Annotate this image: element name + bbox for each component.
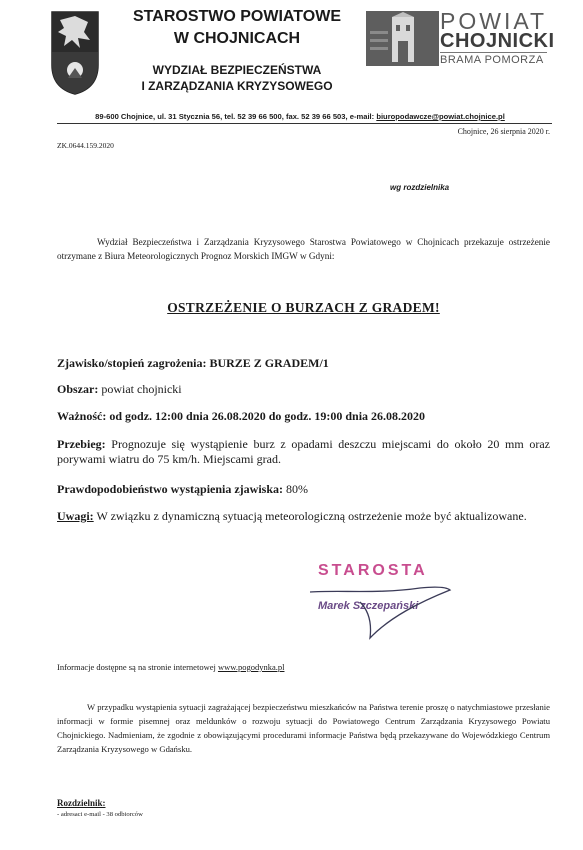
signature-scribble — [300, 572, 460, 642]
probability-label: Prawdopodobieństwo wystąpienia zjawiska: — [57, 482, 284, 496]
intro-paragraph: Wydział Bezpieczeństwa i Zarządzania Kryzysowego Starostwa Powiatowego w Chojnicach przekazuje ostrzeżenie otrzymane z Biura Meteorologicznych Prognoz Morskich IMGW w Gdyni: — [57, 237, 550, 261]
phenomenon-label: Zjawisko/stopień zagrożenia: — [57, 356, 207, 370]
griffin-crest-icon — [50, 10, 100, 96]
validity-line — [57, 409, 550, 424]
distribution-list: - adresaci e-mail - 38 odbiorców — [57, 811, 143, 818]
course-label: Przebieg: — [57, 437, 106, 451]
address-email-link[interactable]: biuropodawcze@powiat.chojnice.pl — [376, 112, 505, 121]
stamp-title: STAROSTA — [318, 562, 428, 579]
probability-line — [57, 482, 550, 497]
logo-divider — [440, 52, 547, 53]
reference-number: ZK.0644.159.2020 — [57, 141, 114, 150]
phenomenon-value: BURZE Z GRADEM/1 — [206, 356, 329, 370]
office-address — [30, 112, 570, 121]
course-value: Prognozuje się wystąpienie burz z opadami deszczu miejscami do około 20 mm oraz porywami wiatru do 75 km/h. Miejscami grad. — [57, 437, 550, 466]
tower-gate-icon — [366, 11, 439, 66]
pogodynka-link[interactable]: www.pogodynka.pl — [217, 662, 285, 672]
area-line — [57, 382, 550, 397]
logo-tagline: BRAMA POMORZA — [440, 54, 544, 66]
remarks-value: W związku z dynamiczną sytuacją meteorologiczną ostrzeżenie może być aktualizowane. — [93, 509, 527, 523]
header-divider — [57, 123, 552, 124]
document-date: Chojnice, 26 sierpnia 2020 r. — [457, 127, 550, 136]
warning-heading: OSTRZEŻENIE O BURZACH Z GRADEM! — [167, 300, 440, 315]
department-name-line1: WYDZIAŁ BEZPIECZEŃSTWA — [152, 63, 322, 77]
logo-text-powiat: POWIAT — [440, 8, 548, 34]
area-label: Obszar: — [57, 382, 99, 396]
notice-paragraph: W przypadku wystąpienia sytuacji zagrażającej bezpieczeństwu mieszkańców na Państwa terenie proszę o natychmiastowe przesłanie informacji w formie pisemnej oraz meldunków o rozwoju sytuacji do Powiatowego Centrum Zarządzania Kryzysowego Powiatu Chojnickiego. Nadmieniam, że zgodnie z obowiązującymi procedurami informacje Państwa będą przekazywane do Wojewódzkiego Centrum Zarządzania Kryzysowego w Gdańsku. — [57, 702, 550, 754]
department-name-line2: I ZARZĄDZANIA KRYZYSOWEGO — [141, 79, 333, 93]
validity-label: Ważność: — [57, 409, 107, 423]
probability-value: 80% — [283, 482, 309, 496]
phenomenon-line — [57, 356, 550, 371]
distribution-label: Rozdzielnik: — [57, 798, 106, 808]
info-text: Informacje dostępne są na stronie internetowej — [57, 662, 218, 672]
course-paragraph — [57, 437, 550, 467]
address-text: 89-600 Chojnice, ul. 31 Stycznia 56, tel. 52 39 66 500, fax. 52 39 66 503, e-mail: — [95, 112, 377, 121]
office-title-line2: W CHOJNICACH — [173, 30, 301, 47]
logo-text-chojnicki: CHOJNICKI — [440, 30, 555, 52]
validity-value: od godz. 12:00 dnia 26.08.2020 do godz. 19:00 dnia 26.08.2020 — [106, 409, 426, 423]
remarks-paragraph — [57, 509, 550, 524]
office-title-line1: STAROSTWO POWIATOWE — [133, 8, 341, 25]
stamp-name: Marek Szczepański — [318, 600, 419, 612]
info-line — [57, 662, 284, 672]
recipient-line: wg rozdzielnika — [390, 183, 450, 192]
remarks-label: Uwagi: — [57, 509, 94, 523]
area-value: powiat chojnicki — [98, 382, 182, 396]
